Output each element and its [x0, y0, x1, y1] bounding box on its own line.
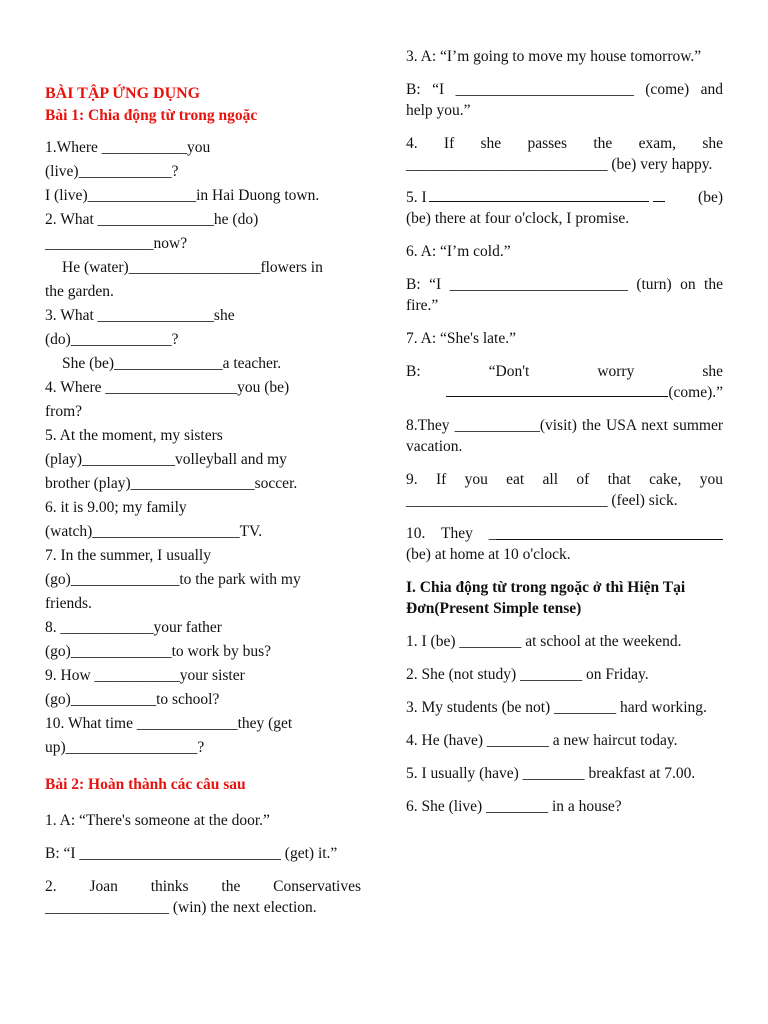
exercise-line: 1.Where ___________you — [45, 139, 211, 156]
exercise-item: 9. If you eat all of that cake, you __________________________ (feel) sick. — [406, 471, 723, 509]
exercise-line — [406, 187, 665, 208]
exercise-line: (watch)___________________TV. — [45, 523, 263, 540]
exercise-line: 6. it is 9.00; my family — [45, 499, 187, 516]
exercise-item: (be) at home at 10 o'clock. — [406, 546, 571, 563]
exercise-item: 1. I (be) ________ at school at the weekend. — [406, 633, 682, 650]
exercise-line: (go)______________to the park with my — [45, 571, 301, 588]
section1-exercises — [45, 136, 361, 760]
exercise-line: (be) — [698, 189, 723, 206]
exercise-item: 1. A: “There's someone at the door.” — [45, 812, 270, 829]
exercise-item: B: “I __________________________ (get) it.” — [45, 845, 338, 862]
exercise-item: 2. Joan thinks the Conservatives ________________ (win) the next election. — [45, 878, 361, 916]
exercise-line: from? — [45, 403, 83, 420]
exercise-item: 2. She (not study) ________ on Friday. — [406, 666, 649, 683]
exercise-item: 6. She (live) ________ in a house? — [406, 798, 622, 815]
exercise-item — [406, 523, 723, 544]
exercise-line: ______________now? — [45, 235, 188, 252]
exercise-line: brother (play)________________soccer. — [45, 475, 298, 492]
answer-blank — [429, 201, 649, 202]
exercise-text: (come).” — [668, 384, 723, 401]
exercise-item: 7. A: “She's late.” — [406, 330, 516, 347]
answer-blank — [496, 539, 723, 540]
exercise-line: 8. ____________your father — [45, 619, 222, 636]
exercise-item: 4. He (have) ________ a new haircut today. — [406, 732, 678, 749]
exercise-line: She (be)______________a teacher. — [62, 355, 282, 372]
exercise-item: B: “Don't worry she — [406, 363, 723, 380]
exercise-text: 5. I — [406, 189, 427, 206]
exercise-line: 3. What _______________she — [45, 307, 235, 324]
exercise-item: 4. If she passes the exam, she __________________________ (be) very happy. — [406, 135, 723, 173]
exercise-line: 2. What _______________he (do) — [45, 211, 259, 228]
right-column — [406, 46, 723, 829]
exercise-item — [406, 208, 723, 229]
exercise-item — [406, 187, 723, 208]
page-title: BÀI TẬP ỨNG DỤNG — [45, 85, 201, 102]
exercise-line: 10. What time _____________they (get — [45, 715, 293, 732]
exercise-line: 7. In the summer, I usually — [45, 547, 211, 564]
exercise-text: (be) there at four o'clock, I promise. — [406, 210, 630, 227]
exercise-item: 8.They ___________(visit) the USA next summer vacation. — [406, 417, 723, 455]
exercise-line: up)_________________? — [45, 739, 205, 756]
exercise-line: the garden. — [45, 283, 114, 300]
exercise-item: 6. A: “I’m cold.” — [406, 243, 511, 260]
exercise-line: He (water)_________________flowers in — [62, 259, 323, 276]
exercise-line: I (live)______________in Hai Duong town. — [45, 187, 320, 204]
exercise-item: B: “I _______________________ (turn) on the fire.” — [406, 276, 723, 314]
section3-title: I. Chia động từ trong ngoặc ở thì Hiện Tại Đơn(Present Simple tense) — [406, 579, 686, 617]
section2-title: Bài 2: Hoàn thành các câu sau — [45, 776, 246, 793]
section1-title: Bài 1: Chia động từ trong ngoặc — [45, 107, 258, 124]
exercise-line: (play)____________volleyball and my — [45, 451, 287, 468]
exercise-item: 3. My students (be not) ________ hard working. — [406, 699, 707, 716]
exercise-item — [406, 382, 723, 403]
answer-blank — [653, 201, 665, 202]
exercise-text: 10. They _ — [406, 525, 497, 542]
left-column — [45, 83, 361, 930]
exercise-line: (live)____________? — [45, 163, 179, 180]
exercise-line: (do)_____________? — [45, 331, 179, 348]
exercise-item: 5. I usually (have) ________ breakfast at 7.00. — [406, 765, 696, 782]
exercise-line: 5. At the moment, my sisters — [45, 427, 223, 444]
answer-blank — [446, 396, 668, 397]
exercise-line: (go)_____________to work by bus? — [45, 643, 272, 660]
exercise-line: (go)___________to school? — [45, 691, 220, 708]
exercise-item: 3. A: “I’m going to move my house tomorrow.” — [406, 48, 702, 65]
exercise-line: 9. How ___________your sister — [45, 667, 245, 684]
exercise-item: B: “I _______________________ (come) and help you.” — [406, 81, 723, 119]
exercise-line: friends. — [45, 595, 92, 612]
exercise-line: 4. Where _________________you (be) — [45, 379, 290, 396]
